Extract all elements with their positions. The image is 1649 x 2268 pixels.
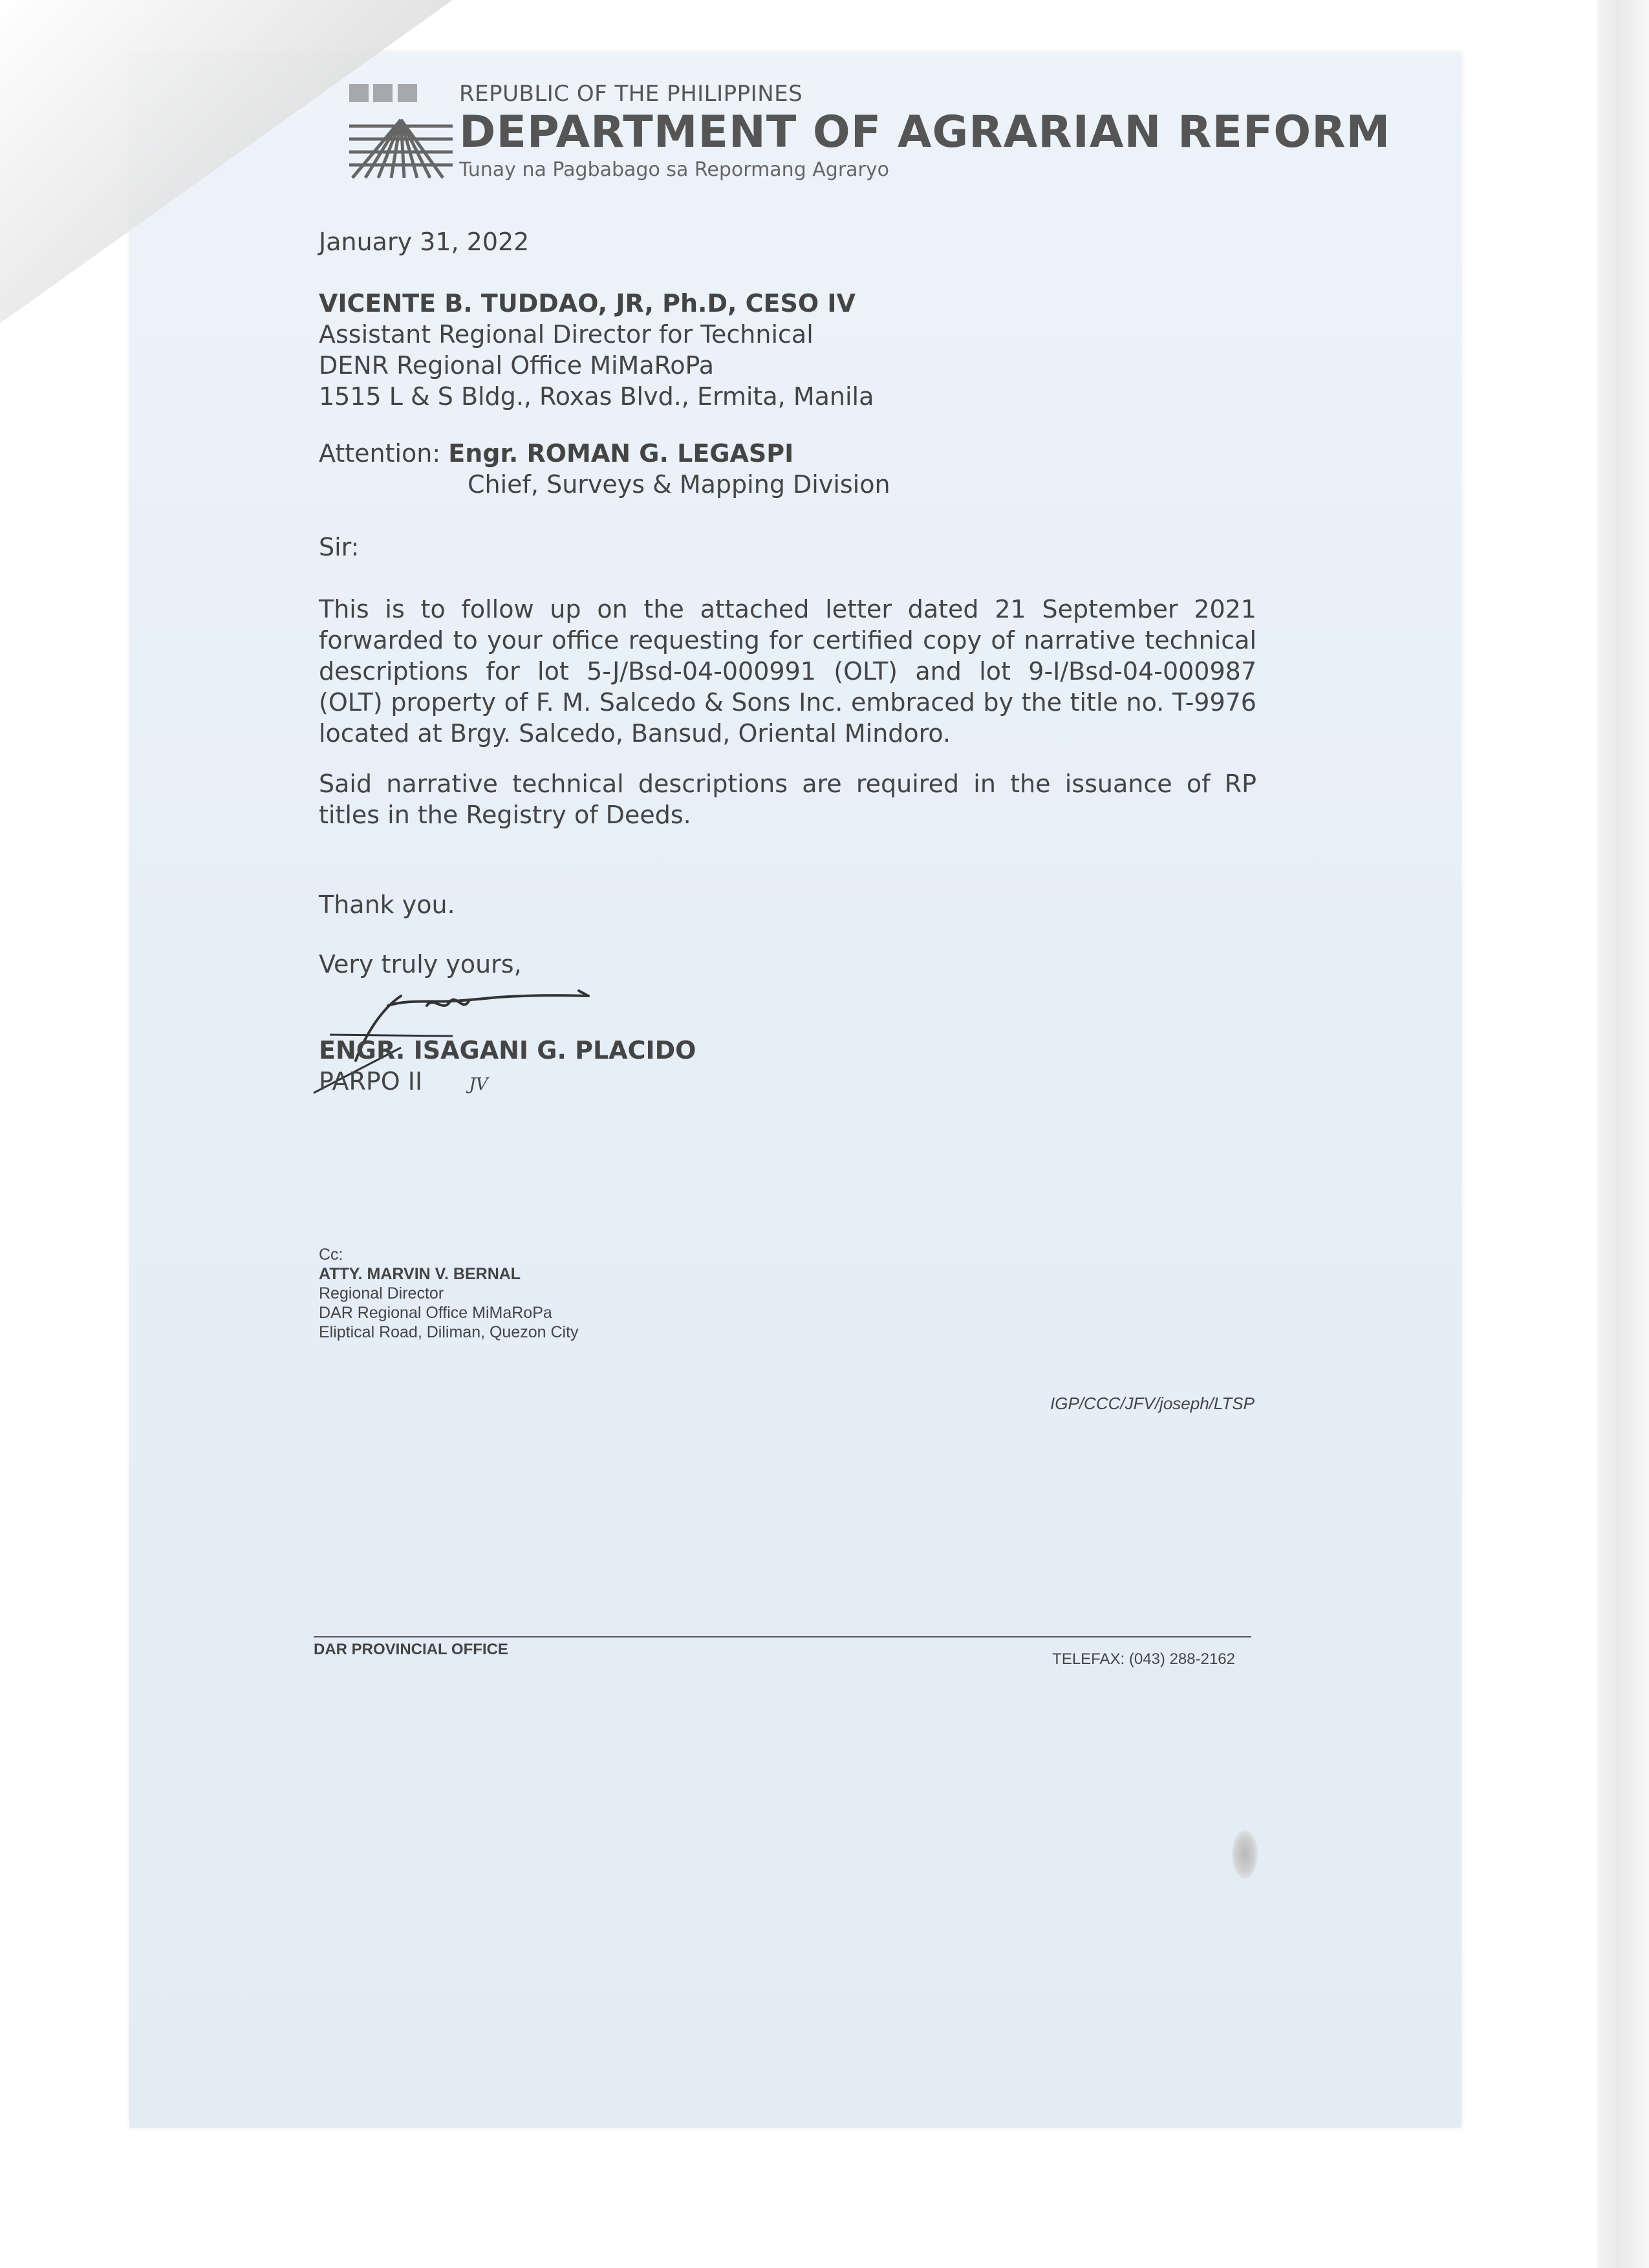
letterhead-motto: Tunay na Pagbabago sa Repormang Agraryo	[459, 158, 889, 181]
paragraph-2: Said narrative technical descriptions are required in the issuance of RP titles in the Registry of Deeds.	[319, 770, 1256, 829]
reference-initials: IGP/CCC/JFV/joseph/LTSP	[1050, 1394, 1255, 1413]
footer-telefax: TELEFAX: (043) 288-2162	[1052, 1650, 1235, 1668]
letterhead-department: DEPARTMENT OF AGRARIAN REFORM	[459, 107, 1391, 158]
ink-smudge	[1232, 1830, 1258, 1879]
letter-date: January 31, 2022	[319, 228, 530, 256]
addressee-name: VICENTE B. TUDDAO, JR, Ph.D, CESO IV	[319, 289, 856, 318]
salutation: Sir:	[319, 533, 360, 561]
cc-name: ATTY. MARVIN V. BERNAL	[319, 1265, 521, 1283]
cc-address: Eliptical Road, Diliman, Quezon City	[319, 1323, 579, 1341]
signatory-initials: JV	[469, 1075, 488, 1094]
addressee-block	[319, 288, 1256, 412]
paragraph-1: This is to follow up on the attached letter dated 21 September 2021 forwarded to your office requesting for certified copy of narrative technical descriptions for lot 5-J/Bsd-04-000991 (OLT) and lot 9-I/Bsd-04-000987 (OLT) property of F. M. Salcedo & Sons Inc. embraced by the title no. T-9976 located at Brgy. Salcedo, Bansud, Oriental Mindoro.	[319, 595, 1256, 748]
closing: Very truly yours,	[319, 950, 522, 978]
cc-label: Cc:	[319, 1246, 343, 1264]
addressee-position: Assistant Regional Director for Technical	[319, 320, 814, 349]
cc-office: DAR Regional Office MiMaRoPa	[319, 1304, 552, 1322]
attention-position: Chief, Surveys & Mapping Division	[468, 470, 890, 499]
cc-position: Regional Director	[319, 1284, 444, 1302]
signatory-position: PARPO II	[319, 1067, 423, 1096]
attention-name: Engr. ROMAN G. LEGASPI	[448, 439, 794, 468]
thanks: Thank you.	[319, 891, 455, 919]
signatory-name: ENGR. ISAGANI G. PLACIDO	[319, 1036, 696, 1064]
addressee-address: 1515 L & S Bldg., Roxas Blvd., Ermita, Manila	[319, 382, 874, 411]
cc-block	[319, 1245, 579, 1342]
footer-office: DAR PROVINCIAL OFFICE	[314, 1641, 508, 1658]
signatory-block	[319, 1035, 1256, 1100]
attention-label: Attention:	[319, 439, 441, 468]
footer-divider	[314, 1636, 1251, 1637]
attention-block	[319, 438, 1256, 500]
scan-edge	[1597, 0, 1649, 2268]
addressee-office: DENR Regional Office MiMaRoPa	[319, 351, 715, 380]
dar-logo-icon	[346, 81, 456, 181]
letterhead-republic: REPUBLIC OF THE PHILIPPINES	[459, 81, 803, 107]
